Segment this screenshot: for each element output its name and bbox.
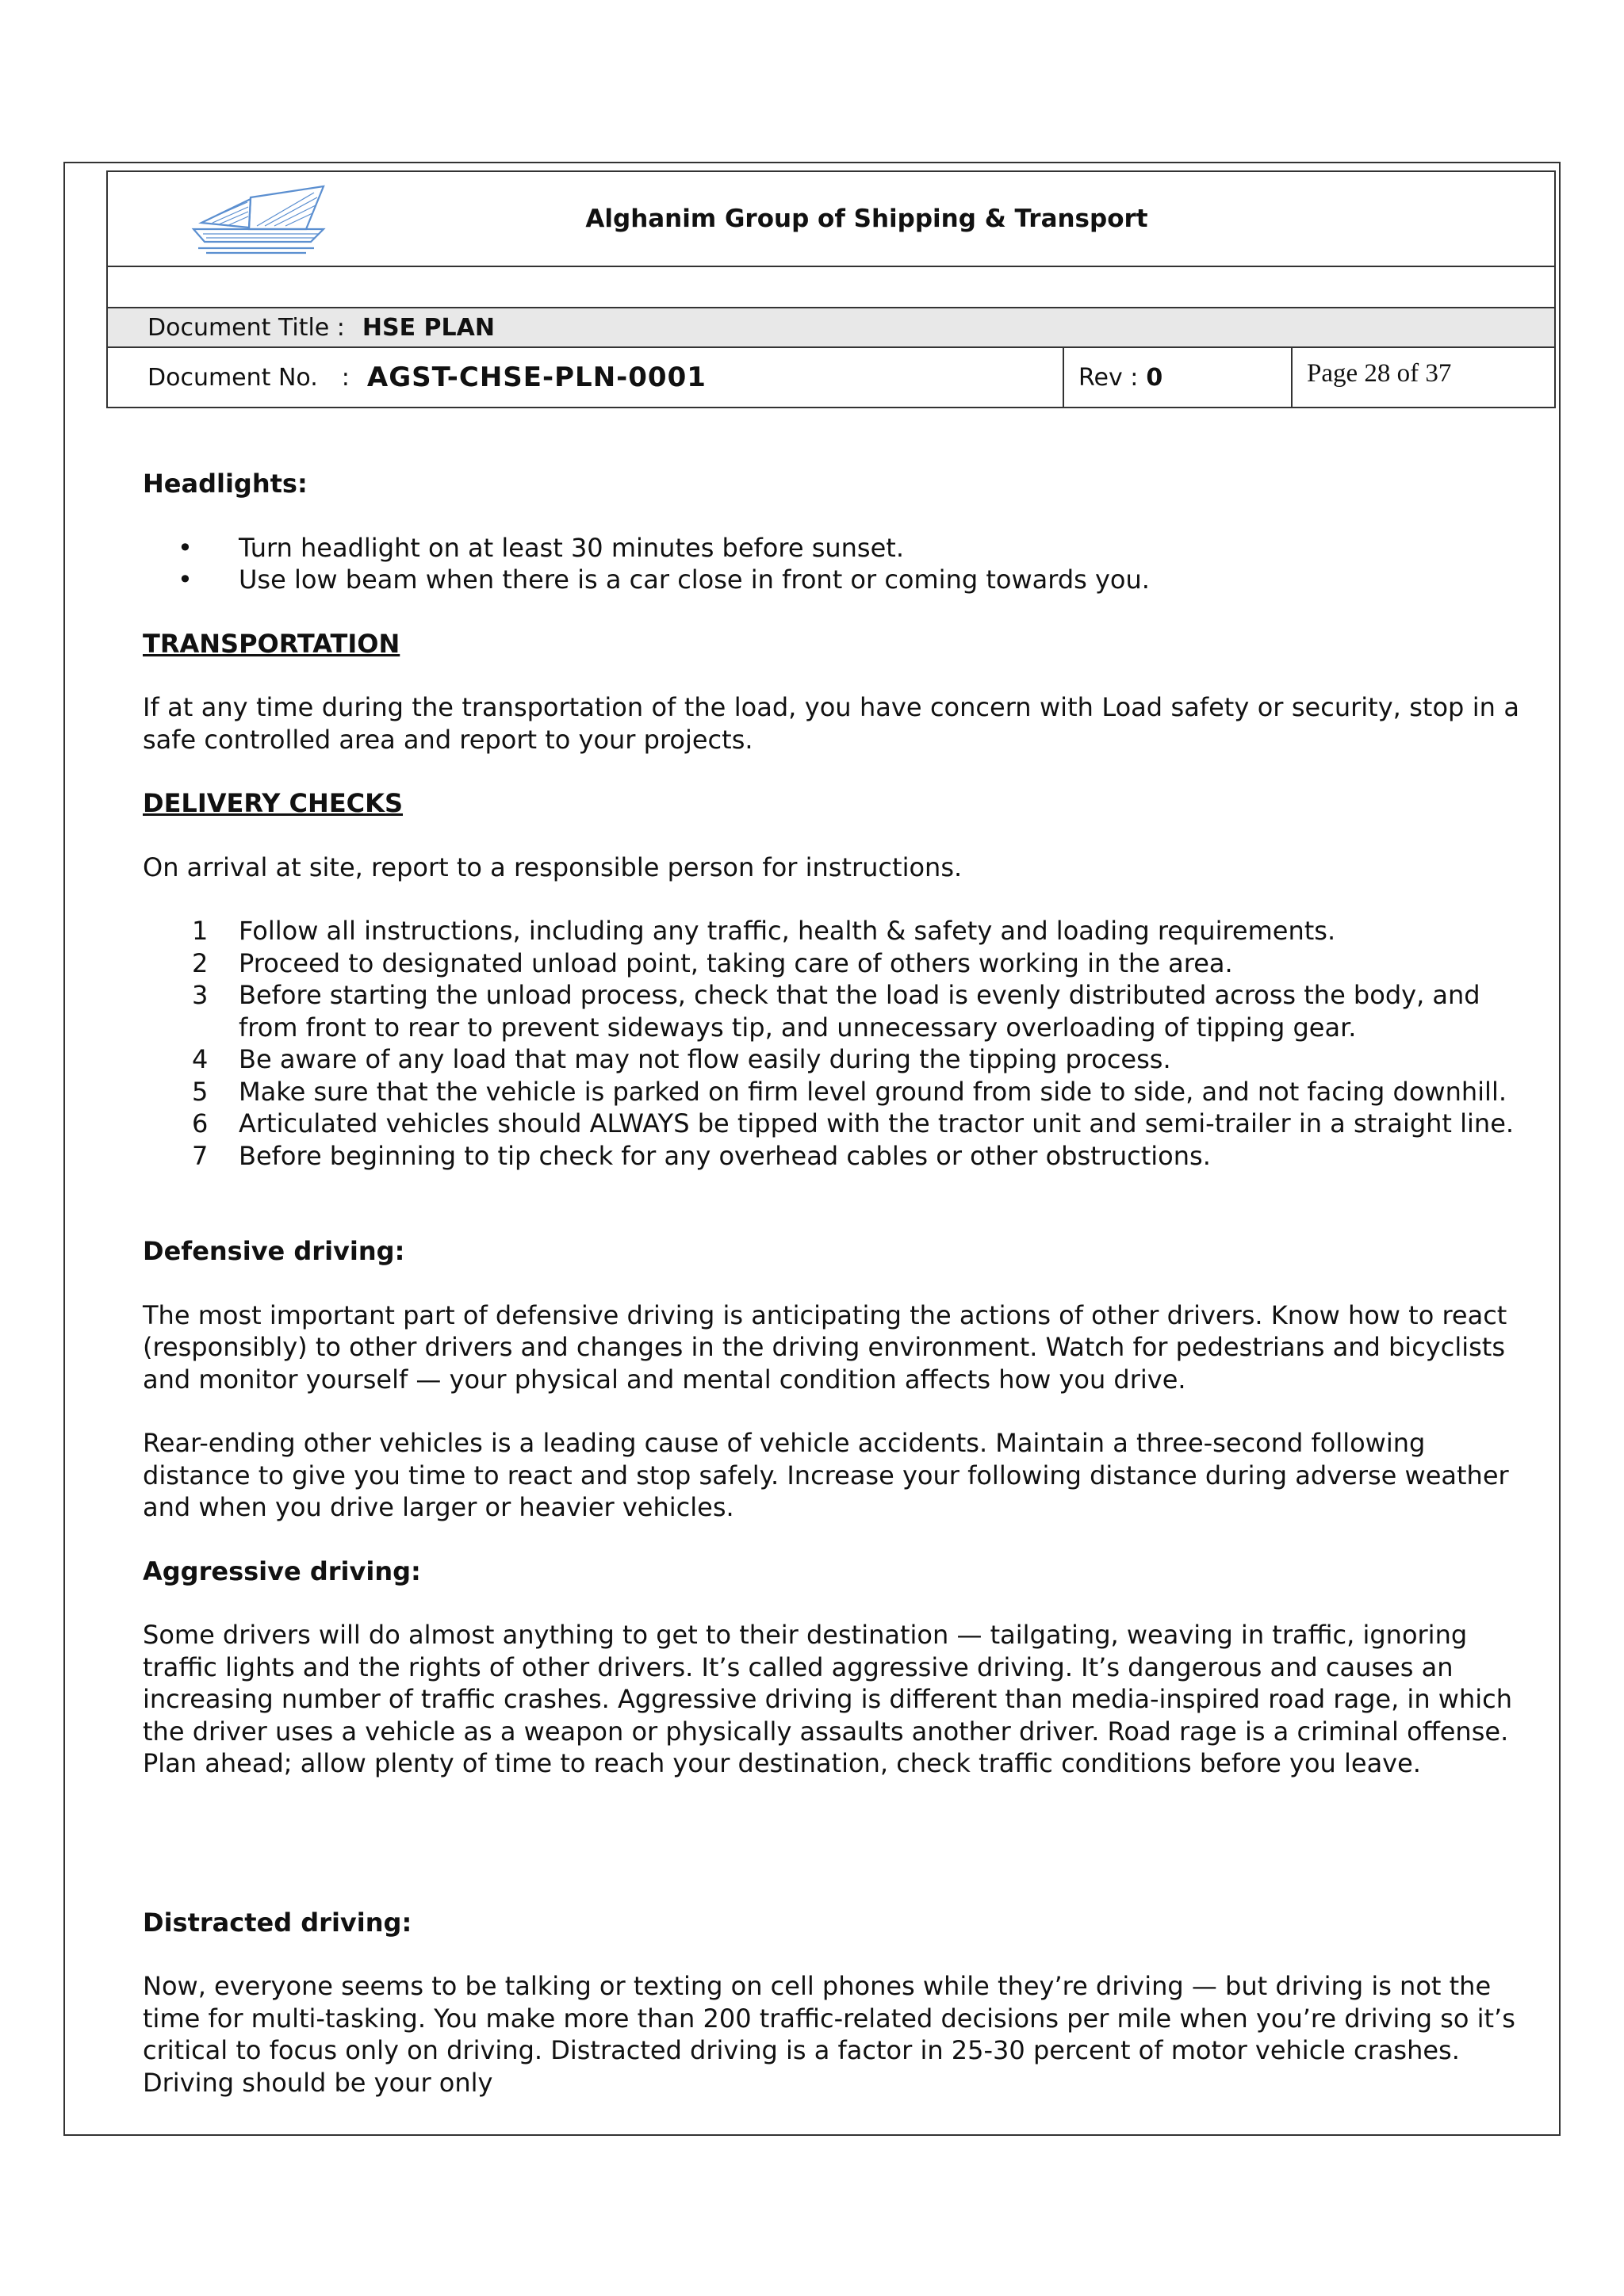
list-item — [143, 1076, 1519, 1108]
distracted-driving-heading: Distracted driving: — [143, 1907, 412, 1938]
list-text: Be aware of any load that may not flow easily during the tipping process. — [239, 1044, 1171, 1074]
header-company-row — [108, 172, 1554, 266]
delivery-intro: On arrival at site, report to a responsible person for instructions. — [143, 851, 963, 882]
list-text: Before beginning to tip check for any overhead cables or other obstructions. — [239, 1140, 1211, 1171]
list-item — [143, 947, 1519, 980]
defensive-driving-paragraph-1: The most important part of defensive driving is anticipating the actions of other drivers. Know how to react (responsibly) to other drivers and changes in the driving environment. Watch for pedestrians and bicyclists and monitor yourself — your physical and mental condition affects how you drive. — [143, 1299, 1507, 1395]
list-text: Proceed to designated unload point, taking care of others working in the area. — [239, 947, 1233, 978]
aggressive-driving-paragraph: Some drivers will do almost anything to get to their destination — tailgating, weaving in traffic, ignoring traffic lights and the rights of other drivers. It’s called aggressive driving. It’s dangerous and causes an increasing number of traffic crashes. Aggressive driving is different than media-inspired road rage, in which the driver uses a vehicle as a weapon or physically assaults another driver. Road rage is a criminal offense. Plan ahead; allow plenty of time to reach your destination, check traffic conditions before you leave. — [143, 1620, 1512, 1778]
document-number-row — [108, 346, 1554, 407]
revision-label: Rev : — [1078, 363, 1139, 392]
list-number: 5 — [192, 1076, 209, 1107]
list-number: 1 — [192, 916, 209, 946]
headlights-list — [143, 532, 1519, 596]
company-name: Alghanim Group of Shipping & Transport — [585, 205, 1148, 233]
list-number: 4 — [192, 1044, 209, 1074]
document-body — [143, 468, 1519, 2099]
transportation-paragraph: If at any time during the transportation of the load, you have concern with Load safety or security, stop in a safe controlled area and report to your projects. — [143, 692, 1519, 755]
list-item — [143, 1043, 1519, 1076]
ship-logo-icon — [187, 182, 330, 254]
list-text: Before starting the unload process, check that the load is evenly distributed across the body, and from front to rear to prevent sideways tip, and unnecessary overloading of tipping gear. — [239, 980, 1480, 1043]
list-item — [143, 979, 1519, 1043]
delivery-checks-list — [143, 915, 1519, 1172]
defensive-driving-heading: Defensive driving: — [143, 1236, 405, 1266]
document-title-label: Document Title : — [147, 313, 345, 342]
list-number: 2 — [192, 947, 209, 978]
defensive-driving-paragraph-2: Rear-ending other vehicles is a leading cause of vehicle accidents. Maintain a three-second following distance to give you time to react and stop safely. Increase your following distance during adverse weather and when you drive larger or heavier vehicles. — [143, 1428, 1509, 1522]
list-number: 7 — [192, 1140, 209, 1171]
document-number-separator: : — [341, 363, 350, 392]
list-item — [143, 1140, 1519, 1173]
list-text: Make sure that the vehicle is parked on firm level ground from side to side, and not facing downhill. — [239, 1076, 1507, 1107]
list-text: Articulated vehicles should ALWAYS be tipped with the tractor unit and semi-trailer in a straight line. — [239, 1108, 1515, 1138]
list-item: • Turn headlight on at least 30 minutes before sunset. — [143, 532, 1519, 564]
transportation-heading: TRANSPORTATION — [143, 628, 400, 659]
list-number: 3 — [192, 980, 209, 1010]
document-number-label: Document No. — [147, 363, 318, 392]
distracted-driving-paragraph: Now, everyone seems to be talking or texting on cell phones while they’re driving — but driving is not the time for multi-tasking. You make more than 200 traffic-related decisions per mile when you’re driving so it’s critical to focus only on driving. Distracted driving is a factor in 25-30 percent of motor vehicle crashes. Driving should be your only — [143, 1971, 1515, 2098]
revision-cell — [1064, 348, 1293, 407]
list-item — [143, 915, 1519, 947]
delivery-checks-heading: DELIVERY CHECKS — [143, 788, 403, 818]
revision-value: 0 — [1146, 363, 1163, 392]
headlights-heading: Headlights: — [143, 469, 308, 499]
list-number: 6 — [192, 1108, 209, 1138]
aggressive-driving-heading: Aggressive driving: — [143, 1556, 421, 1586]
document-number-value: AGST-CHSE-PLN-0001 — [366, 362, 707, 393]
document-title-row — [108, 307, 1554, 346]
document-title-value: HSE PLAN — [362, 313, 495, 342]
list-item: • Use low beam when there is a car close in front or coming towards you. — [143, 564, 1519, 596]
page-number: Page 28 of 37 — [1307, 359, 1452, 388]
document-number-cell — [108, 348, 1064, 407]
document-header — [106, 170, 1556, 408]
list-item — [143, 1108, 1519, 1140]
list-text: Follow all instructions, including any traffic, health & safety and loading requirements. — [239, 916, 1336, 946]
header-spacer-row — [108, 266, 1554, 307]
